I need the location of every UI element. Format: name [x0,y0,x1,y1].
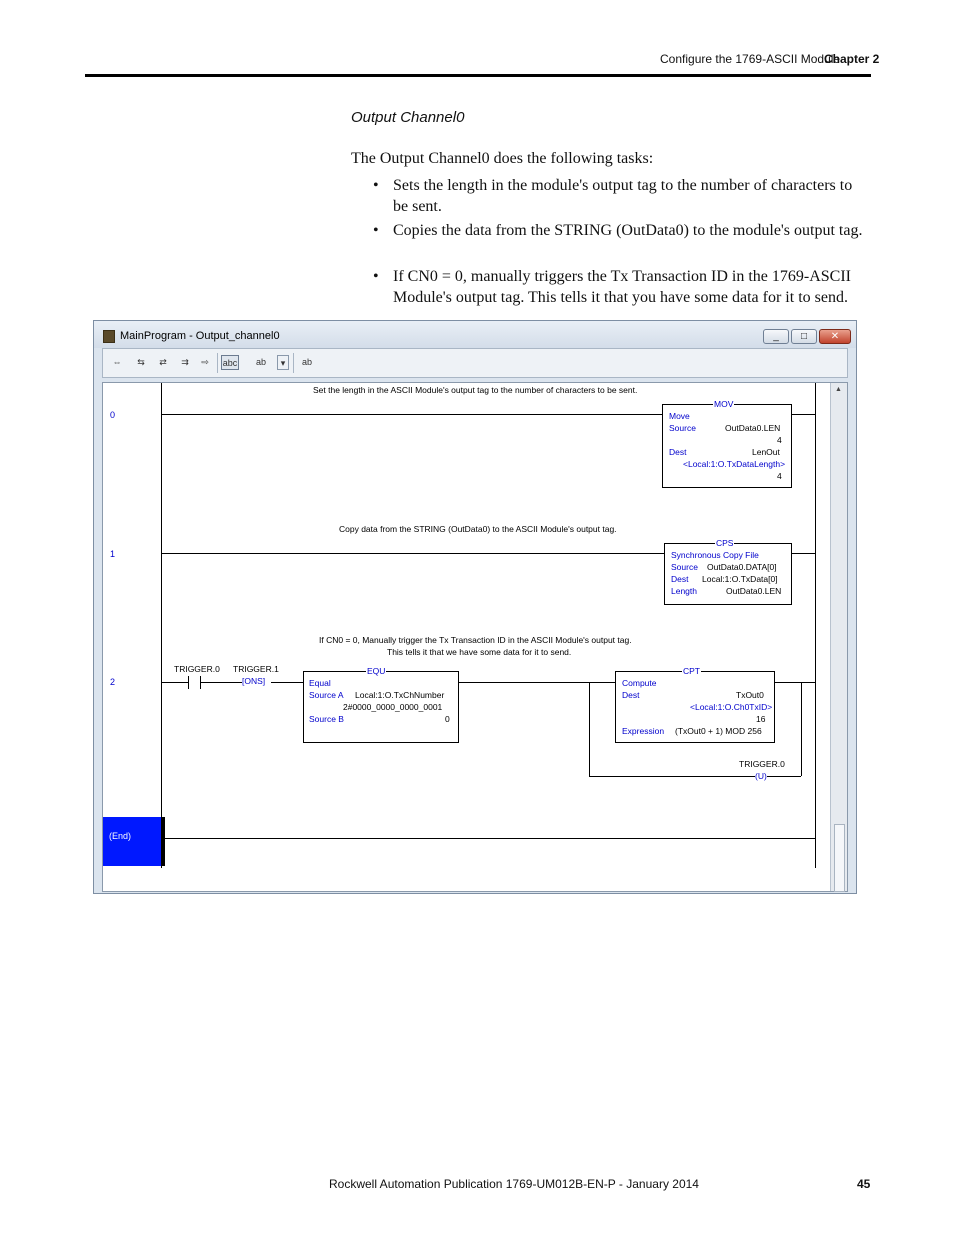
scroll-thumb[interactable] [834,824,845,892]
dropdown-arrow-icon[interactable]: ▾ [277,355,289,370]
bullet-text: Copies the data from the STRING (OutData0) to the module's output tag. [393,222,863,239]
source-a-value: 2#0000_0000_0000_0001 [343,702,443,712]
contact-tag[interactable]: TRIGGER.0 [174,664,220,674]
source-b-label: Source B [309,714,344,724]
rung-wire [162,682,188,683]
end-rung-wire [165,838,815,839]
rung-gutter [103,383,162,868]
comment-icon[interactable]: ab [255,357,266,367]
cpt-block[interactable] [615,666,775,743]
source-a-tag[interactable]: Local:1:O.TxChNumber [355,690,445,700]
dest-value: 16 [756,714,766,724]
block-title: EQU [367,666,386,676]
rung-number: 2 [110,677,116,687]
source-value: 4 [777,435,782,445]
expression-label: Expression [622,726,665,736]
source-a-label: Source A [309,690,344,700]
dest-label: Dest [671,574,689,584]
branch-wire [589,776,801,777]
publication-footer: Rockwell Automation Publication 1769-UM012B-EN-P - January 2014 [329,1177,699,1191]
branch-wire [589,682,590,776]
ladder-window [93,320,857,894]
dest-label: Dest [622,690,640,700]
rung-comment: Set the length in the ASCII Module's output tag to the number of characters to be sent. [313,385,638,395]
tag-description-icon[interactable]: abc [221,355,239,370]
dest-label: Dest [669,447,687,457]
vertical-scrollbar[interactable] [830,383,847,891]
chapter-label: Chapter 2 [824,52,880,66]
bullet-dot: • [373,268,379,285]
block-title: CPS [716,538,734,548]
rung-comment: Copy data from the STRING (OutData0) to the ASCII Module's output tag. [339,524,617,534]
end-label: (End) [109,831,132,841]
branch-icon[interactable]: ⇆ [137,357,145,367]
rung-wire [459,682,589,683]
maximize-button[interactable]: □ [791,329,817,344]
rung-wire [162,553,664,554]
ladder-toolbar [102,348,848,378]
xic-contact-left[interactable] [188,676,189,689]
program-icon [103,330,115,343]
rung-wire [792,414,815,415]
rung-wire [271,682,303,683]
length-label: Length [671,586,697,596]
window-title: MainProgram - Output_channel0 [120,330,280,342]
expression-value[interactable]: (TxOut0 + 1) MOD 256 [675,726,762,736]
find-icon[interactable]: ab [301,357,312,367]
source-tag[interactable]: OutData0.DATA[0] [707,562,777,572]
block-name: Compute [622,678,657,688]
bullet-dot: • [373,177,379,194]
end-rung-bar [162,817,165,866]
close-button[interactable]: ✕ [819,329,851,344]
block-name: Equal [309,678,331,688]
dest-tag[interactable]: Local:1:O.TxData[0] [702,574,778,584]
branch-wire [801,682,802,776]
page-number: 45 [857,1177,871,1191]
source-label: Source [671,562,698,572]
toolbar-separator [217,353,218,373]
ons-label: ONS [244,676,263,686]
dest-tag[interactable]: TxOut0 [736,690,764,700]
xic-icon[interactable]: ⇉ [181,357,189,367]
dest-alias: <Local:1:O.Ch0TxID> [690,702,773,712]
unlatch-tag[interactable]: TRIGGER.0 [739,759,785,769]
toolbar-separator [293,353,294,373]
bullet-text: Sets the length in the module's output tag to the number of characters to be sent. [393,177,853,215]
rung-wire [589,682,615,683]
intro-paragraph: The Output Channel0 does the following tasks: [351,150,654,167]
source-b-value: 0 [445,714,450,724]
end-rung-marker[interactable] [103,817,161,866]
bullet-text: If CN0 = 0, manually triggers the Tx Transaction ID in the 1769-ASCII Module's output tag. This tells it that you have some data for it to send. [393,268,852,306]
unlatch-coil[interactable]: (U) [755,771,767,781]
ons-tag[interactable]: TRIGGER.1 [233,664,279,674]
rung-wire [200,682,242,683]
dest-alias: <Local:1:O.TxDataLength> [683,459,786,469]
running-header: Configure the 1769-ASCII Module [660,52,841,66]
rung-number: 0 [110,410,116,420]
mov-block[interactable] [662,399,792,488]
ons-instruction[interactable]: [ONS] [242,676,266,686]
rung-icon[interactable]: ⇔ [112,357,122,367]
xio-icon[interactable]: ⇨ [201,357,209,367]
rung-comment: This tells it that we have some data for it to send. [387,647,572,657]
source-label: Source [669,423,696,433]
source-tag[interactable]: OutData0.LEN [725,423,781,433]
equ-block[interactable] [303,666,459,743]
scroll-up-icon[interactable]: ▲ [835,386,842,393]
cps-block[interactable] [664,538,792,605]
bullet-dot: • [373,222,379,239]
rung-wire [775,682,815,683]
block-title: CPT [683,666,700,676]
dest-tag[interactable]: LenOut [752,447,780,457]
dest-value: 4 [777,471,782,481]
rung-comment: If CN0 = 0, Manually trigger the Tx Transaction ID in the ASCII Module's output tag. [319,635,632,645]
unlatch-label: U [757,771,764,781]
rung-number: 1 [110,549,116,559]
block-title: MOV [714,399,734,409]
window-titlebar[interactable] [94,321,856,348]
header-rule [85,74,871,77]
rung-wire [162,414,662,415]
length-tag[interactable]: OutData0.LEN [726,586,782,596]
rung-wire [792,553,815,554]
branch-level-icon[interactable]: ⇄ [159,357,167,367]
block-name: Move [669,411,690,421]
section-heading: Output Channel0 [351,109,465,126]
block-name: Synchronous Copy File [671,550,759,560]
ladder-editor[interactable] [102,382,848,892]
right-power-rail [815,383,816,868]
minimize-button[interactable]: _ [763,329,789,344]
